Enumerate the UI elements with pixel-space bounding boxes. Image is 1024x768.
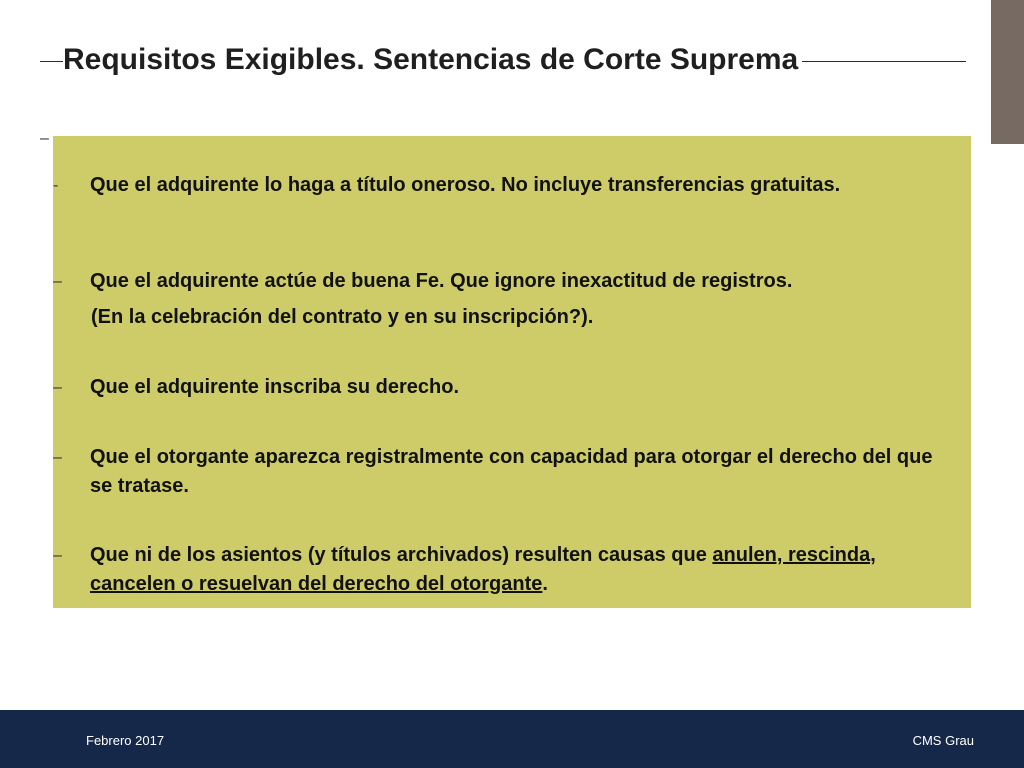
footer-brand: CMS Grau xyxy=(912,733,974,748)
bullet-dash: – xyxy=(53,273,62,290)
stray-bullet: – xyxy=(40,130,49,147)
footer-bar xyxy=(0,710,1024,768)
list-item-text: Que el otorgante aparezca registralmente con capacidad para otorgar el derecho del que se tratase. xyxy=(90,446,933,497)
slide-title: Requisitos Exigibles. Sentencias de Corte Suprema xyxy=(63,40,802,80)
list-item-text-post: . xyxy=(542,573,548,595)
bullet-dash: - xyxy=(53,177,59,194)
list-item-text-pre: Que ni de los asientos (y títulos archivados) resulten causas que xyxy=(90,544,713,566)
bullet-dash: – xyxy=(53,449,62,466)
underlined-text: anulen, rescinda, cancelen o resuelvan del derecho del otorgante xyxy=(90,544,876,595)
footer-date: Febrero 2017 xyxy=(86,733,165,748)
list-item-text: Que el adquirente actúe de buena Fe. Que ignore inexactitud de registros. xyxy=(90,270,793,292)
content-panel xyxy=(53,136,971,608)
list-item-text xyxy=(90,541,940,599)
decorative-accent-block xyxy=(991,0,1024,144)
list-item-text: Que el adquirente inscriba su derecho. xyxy=(90,376,459,398)
list-item-continuation-text: (En la celebración del contrato y en su inscripción?). xyxy=(91,306,594,328)
list-item-text: Que el adquirente lo haga a título oneroso. No incluye transferencias gratuitas. xyxy=(90,174,841,196)
bullet-dash: – xyxy=(53,379,62,396)
bullet-dash: – xyxy=(53,547,62,564)
